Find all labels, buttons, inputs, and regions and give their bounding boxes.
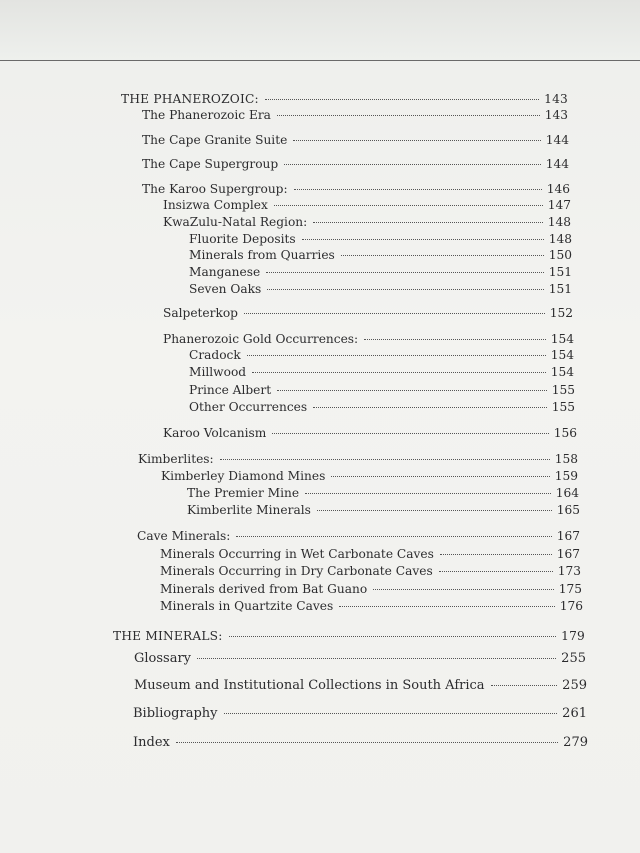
toc-label: The Karoo Supergroup: [142,182,288,196]
toc-entry-gold [163,331,574,347]
toc-entry-cradock [189,347,574,363]
toc-label: Kimberlites: [138,452,214,466]
toc-label: Kimberley Diamond Mines [161,469,326,483]
toc-page-number: 144 [545,157,569,171]
toc-label: Index [133,735,170,750]
toc-entry-karoo-supergroup [142,181,570,197]
toc-label: Karoo Volcanism [163,426,267,440]
toc-entry-cape-supergroup [142,156,569,172]
toc-label: Minerals Occurring in Dry Carbonate Caves [160,564,433,578]
toc-label: Minerals derived from Bat Guano [160,582,368,596]
toc-page-number: 255 [561,651,586,666]
toc-label: Minerals Occurring in Wet Carbonate Caves [160,547,434,561]
toc-entry-the-minerals [113,628,585,644]
toc-entry-dry-caves [160,563,581,579]
toc-page-number: 143 [544,108,568,122]
toc-label: Museum and Institutional Collections in South Africa [134,678,485,693]
toc-page-number: 158 [554,452,578,466]
dot-leader [339,606,554,607]
toc-label: The Cape Supergroup [142,157,279,171]
toc-label: Cave Minerals: [137,529,231,543]
dot-leader [331,476,549,477]
toc-entry-cape-granite [142,132,569,148]
toc-page-number: 146 [546,182,570,196]
toc-page-number: 279 [563,735,588,750]
toc-page-number: 156 [553,426,577,440]
toc-entry-wet-caves [160,546,580,562]
toc-page-number: 259 [562,678,587,693]
dot-leader [293,140,540,141]
toc-entry-kimberley-mines [161,468,578,484]
dot-leader [439,571,553,572]
toc-page-number: 152 [549,306,573,320]
toc-entry-seven-oaks [189,281,572,297]
toc-page-number: 148 [548,232,572,246]
toc-page-number: 164 [555,486,579,500]
toc-label: Minerals in Quartzite Caves [160,599,334,613]
toc-entry-bibliography [133,706,587,722]
toc-page-number: 155 [551,400,575,414]
dot-leader [277,115,540,116]
toc-page-number: 148 [547,215,571,229]
toc-entry-museum [134,678,587,694]
dot-leader [252,372,546,373]
toc-entry-phanerozoic [121,91,568,107]
toc-entry-millwood [189,364,574,380]
toc-entry-quarries [189,247,572,263]
dot-leader [229,636,557,637]
dot-leader [220,459,550,460]
dot-leader [247,355,546,356]
toc-label: Millwood [189,365,247,379]
toc-page-number: 261 [562,706,587,721]
toc-label: The Phanerozoic Era [142,108,271,122]
toc-entry-karoo-volcanism [163,425,577,441]
toc-label: Manganese [189,265,261,279]
dot-leader [313,222,543,223]
toc-label: Seven Oaks [189,282,262,296]
dot-leader [197,658,556,659]
dot-leader [491,685,558,686]
dot-leader [176,742,558,743]
toc-label: Bibliography [133,706,218,721]
toc-page-number: 165 [556,503,580,517]
toc-label: Glossary [134,651,192,666]
toc-page-number: 176 [559,599,583,613]
toc-label: KwaZulu-Natal Region: [163,215,308,229]
toc-entry-index [133,735,588,751]
toc-label: Other Occurrences [189,400,308,414]
toc-page-number: 147 [547,198,571,212]
dot-leader [305,493,551,494]
toc-label: Phanerozoic Gold Occurrences: [163,332,359,346]
toc-entry-prince-albert [189,382,575,398]
toc-page-number: 155 [551,383,575,397]
toc-page-number: 173 [557,564,581,578]
toc-entry-glossary [134,651,586,667]
toc-label: The Premier Mine [187,486,300,500]
toc-page-number: 150 [548,248,572,262]
toc-page-number: 167 [556,547,580,561]
toc-page-number: 144 [545,133,569,147]
toc-page-number: 151 [548,265,572,279]
dot-leader [317,510,552,511]
toc-entry-kimberlites [138,451,578,467]
toc-page-number: 143 [544,92,568,106]
toc-entry-quartzite-caves [160,598,583,614]
dot-leader [277,390,547,391]
toc-label: The Cape Granite Suite [142,133,288,147]
toc-label: Prince Albert [189,383,272,397]
toc-label: Salpeterkop [163,306,238,320]
toc-page-number: 151 [548,282,572,296]
dot-leader [267,289,543,290]
toc-page-number: 159 [554,469,578,483]
toc-label: THE PHANEROZOIC: [121,92,259,106]
toc-entry-salpeterkop [163,305,573,321]
toc-entry-cave-minerals [137,528,580,544]
toc-label: Cradock [189,348,241,362]
toc-entry-other-occurrences [189,399,575,415]
dot-leader [313,407,547,408]
dot-leader [274,205,543,206]
dot-leader [236,536,551,537]
toc-label: Kimberlite Minerals [187,503,311,517]
toc-label: Minerals from Quarries [189,248,335,262]
toc-entry-bat-guano [160,581,582,597]
dot-leader [302,239,544,240]
dot-leader [294,189,542,190]
toc-page-number: 167 [556,529,580,543]
toc-entry-fluorite [189,231,572,247]
toc-entry-phanerozoic-era [142,107,568,123]
dot-leader [266,272,544,273]
toc-page-number: 154 [550,365,574,379]
toc-label: Insizwa Complex [163,198,268,212]
dot-leader [364,339,546,340]
dot-leader [244,313,545,314]
dot-leader [373,589,554,590]
toc-entry-kwazulu [163,214,571,230]
toc-page-number: 154 [550,348,574,362]
dot-leader [440,554,552,555]
dot-leader [265,99,539,100]
toc-entry-manganese [189,264,572,280]
dot-leader [272,433,548,434]
toc-page-number: 154 [550,332,574,346]
toc-label: Fluorite Deposits [189,232,296,246]
toc-entry-kimberlite-minerals [187,502,580,518]
toc-page-number: 175 [558,582,582,596]
dot-leader [224,713,558,714]
toc-page-number: 179 [561,629,585,643]
dot-leader [341,255,544,256]
toc-entry-premier-mine [187,485,579,501]
dot-leader [284,164,541,165]
toc-label: THE MINERALS: [113,629,223,643]
toc-entry-insizwa [163,197,571,213]
